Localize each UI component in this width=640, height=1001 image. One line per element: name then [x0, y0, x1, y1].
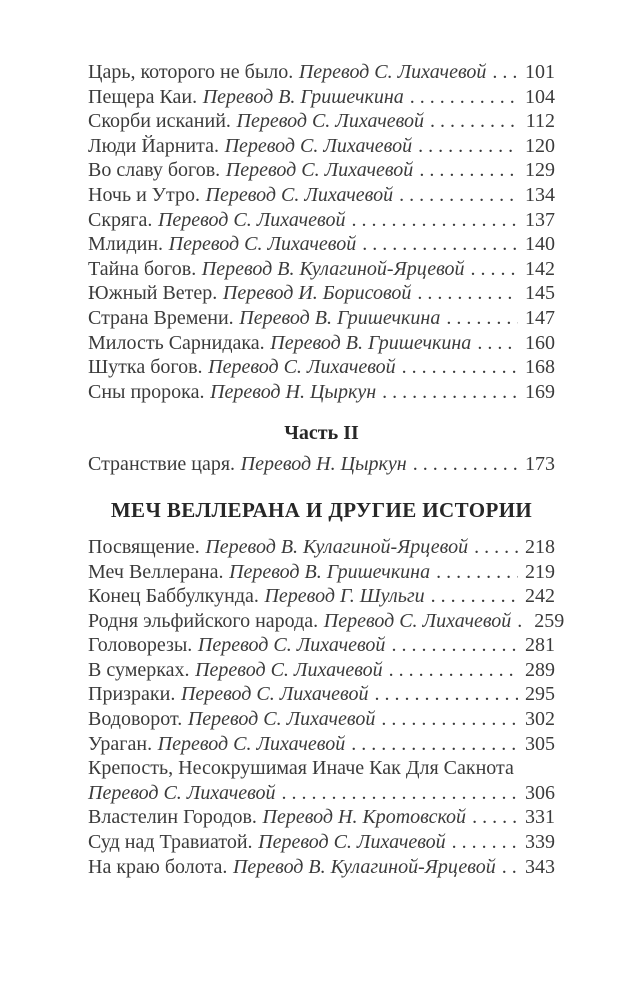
toc-entry — [88, 452, 555, 477]
toc-entry — [88, 584, 555, 609]
toc-entry-row — [88, 109, 555, 134]
dot-leader — [419, 158, 518, 183]
dot-leader — [492, 60, 518, 85]
toc-entry-title: Люди Йарнита. — [88, 134, 219, 157]
toc-entry-page-number: 168 — [525, 356, 555, 379]
dot-leader — [351, 208, 518, 233]
toc-entry-translator: Перевод С. Лихачевой — [157, 732, 346, 755]
toc-entry — [88, 633, 555, 658]
toc-entry-translator: Перевод Н. Кротовской — [262, 806, 467, 829]
toc-entry-page-number: 343 — [525, 855, 555, 878]
dot-leader — [389, 658, 518, 683]
dot-leader — [351, 732, 518, 757]
toc-entry — [88, 535, 555, 560]
toc-entry-page-number: 101 — [525, 61, 555, 83]
toc-entry — [88, 232, 555, 257]
toc-entry-row — [88, 257, 555, 282]
toc-entry-row — [88, 609, 565, 634]
toc-entry-translator: Перевод С. Лихачевой — [88, 781, 276, 804]
toc-entry-page-number: 104 — [525, 85, 555, 108]
toc-entry-title: Головорезы. — [88, 634, 193, 657]
toc-entry-page-number: 173 — [525, 453, 555, 476]
toc-entry-translator: Перевод С. Лихачевой — [168, 233, 357, 256]
toc-entry-row — [88, 306, 555, 331]
toc-entry-title: Скряга. — [88, 208, 153, 231]
toc-entry-title: Млидин. — [88, 233, 164, 256]
dot-leader — [410, 85, 518, 110]
toc-entry-translator: Перевод С. Лихачевой — [205, 183, 394, 206]
toc-entry-title: Тайна богов. — [88, 257, 197, 280]
toc-entry-title: Царь, которого не было. — [88, 61, 294, 83]
toc-entry-translator: Перевод В. Гришечкина — [239, 306, 441, 329]
toc-entry-row — [88, 281, 555, 306]
toc-entry — [88, 707, 555, 732]
toc-entry-title: Странствие царя. — [88, 453, 236, 476]
toc-entry-page-number: 331 — [525, 806, 555, 829]
toc-entry-row — [88, 658, 555, 683]
toc-entry-title: Конец Баббулкунда. — [88, 585, 259, 608]
toc-entry-translator: Перевод Г. Шульги — [264, 585, 425, 608]
toc-entry-translator: Перевод В. Гришечкина — [270, 331, 472, 354]
toc-entry-title: В сумерках. — [88, 658, 190, 681]
toc-entry — [88, 732, 555, 757]
dot-leader — [502, 855, 518, 880]
dot-leader — [282, 781, 518, 806]
dot-leader — [446, 306, 518, 331]
dot-leader — [382, 380, 518, 405]
toc-entry-title: Властелин Городов. — [88, 806, 257, 829]
toc-entry-page-number: 281 — [525, 634, 555, 657]
toc-entry-row — [88, 781, 555, 806]
toc-entry-title: Суд над Травиатой. — [88, 831, 253, 854]
toc-entry-translator: Перевод В. Гришечкина — [229, 560, 431, 583]
dot-leader — [417, 281, 518, 306]
toc-entry-page-number: 289 — [525, 658, 555, 681]
toc-entry-title: Скорби исканий. — [88, 110, 231, 133]
toc-entry-title: Крепость, Несокрушимая Иначе Как Для Сакнота — [88, 757, 514, 780]
toc-entry-row — [88, 85, 555, 110]
dot-leader — [430, 109, 519, 134]
toc-entry-page-number: 145 — [525, 282, 555, 305]
toc-entry-translator: Перевод В. Кулагиной-Ярцевой — [201, 257, 465, 280]
toc-entry-row — [88, 232, 555, 257]
dot-leader — [402, 355, 518, 380]
toc-entry-title: Во славу богов. — [88, 159, 221, 182]
toc-entry-title: Меч Веллерана. — [88, 560, 224, 583]
dot-leader — [517, 609, 527, 634]
toc-entry-translator: Перевод Н. Цыркун — [240, 453, 407, 476]
toc-entry-page-number: 112 — [525, 110, 555, 133]
toc-entry-title: Страна Времени. — [88, 306, 234, 329]
dot-leader — [418, 134, 518, 159]
toc-entry — [88, 756, 555, 805]
toc-entry-title: Сны пророка. — [88, 380, 205, 403]
toc-entry-title: Пещера Каи. — [88, 85, 198, 108]
toc-entry-title: Милость Сарнидака. — [88, 331, 265, 354]
dot-leader — [474, 535, 518, 560]
toc-entry-translator: Перевод С. Лихачевой — [258, 831, 446, 854]
toc-entry-translator: Перевод С. Лихачевой — [197, 634, 386, 657]
toc-entry-translator: Перевод В. Гришечкина — [202, 85, 404, 108]
toc-entry-page-number: 302 — [525, 708, 555, 731]
toc-entry — [88, 830, 555, 855]
toc-entry-page-number: 306 — [525, 781, 555, 804]
toc-entry-translator: Перевод С. Лихачевой — [224, 134, 413, 157]
toc-entry-row — [88, 805, 555, 830]
section-heading: МЕЧ ВЕЛЛЕРАНА И ДРУГИЕ ИСТОРИИ — [110, 497, 533, 522]
part-heading: Часть II — [284, 422, 359, 445]
toc-entry — [88, 306, 555, 331]
toc-entry-page-number: 259 — [534, 609, 565, 632]
toc-entry — [88, 355, 555, 380]
toc-entry — [88, 682, 555, 707]
toc-entry-title: Посвящение. — [88, 535, 200, 558]
toc-entry-translator: Перевод С. Лихачевой — [195, 658, 383, 681]
toc-entry-row — [88, 183, 555, 208]
toc-entry-page-number: 295 — [525, 683, 555, 706]
toc-entry-translator: Перевод С. Лихачевой — [225, 159, 414, 182]
toc-entry — [88, 257, 555, 282]
toc-entry — [88, 183, 555, 208]
toc-entry-title: Призраки. — [88, 683, 176, 706]
dot-leader — [381, 707, 518, 732]
toc-entry-title: На краю болота. — [88, 855, 228, 878]
toc-entry-row — [88, 208, 555, 233]
toc-entry-title: Водоворот. — [88, 708, 183, 731]
toc-entry — [88, 855, 555, 880]
toc-entry-row — [88, 380, 555, 405]
toc-entry-page-number: 339 — [525, 831, 555, 854]
toc-entry-row — [88, 355, 555, 380]
toc-entry-page-number: 140 — [525, 233, 555, 256]
dot-leader — [374, 682, 518, 707]
toc-entry-translator: Перевод С. Лихачевой — [208, 356, 396, 379]
toc-entry-row — [88, 682, 555, 707]
toc-entry-page-number: 120 — [525, 134, 555, 157]
toc-entry-title: Ураган. — [88, 732, 153, 755]
toc-entry-page-number: 242 — [525, 585, 555, 608]
toc-entry-translator: Перевод С. Лихачевой — [298, 61, 487, 83]
toc-entry-row — [88, 535, 555, 560]
dot-leader — [452, 830, 518, 855]
toc-entry-row — [88, 830, 555, 855]
toc-entry-row — [88, 732, 555, 757]
toc-entry — [88, 134, 555, 159]
toc-entry-translator: Перевод Н. Цыркун — [210, 380, 377, 403]
dot-leader — [471, 257, 518, 282]
toc-entry-row — [88, 560, 555, 585]
toc-entry-page-number: 142 — [525, 257, 555, 280]
toc-entry-translator: Перевод В. Кулагиной-Ярцевой — [205, 535, 469, 558]
toc-entry-page-number: 134 — [525, 183, 555, 206]
toc-entry — [88, 109, 555, 134]
toc-entry-title: Южный Ветер. — [88, 282, 218, 305]
toc-entries-block — [88, 535, 565, 879]
dot-leader — [477, 331, 518, 356]
table-of-contents — [88, 60, 565, 879]
toc-entry-page-number: 160 — [525, 331, 555, 354]
toc-entry-page-number: 147 — [525, 306, 555, 329]
toc-entry-page-number: 169 — [525, 380, 555, 403]
toc-entry-translator: Перевод И. Борисовой — [222, 282, 412, 305]
toc-entry-row — [88, 452, 555, 477]
toc-entry-page-number: 218 — [525, 535, 555, 558]
toc-entry — [88, 805, 555, 830]
toc-entry-row — [88, 158, 555, 183]
toc-entry-row — [88, 331, 555, 356]
dot-leader — [362, 232, 518, 257]
toc-entry — [88, 208, 555, 233]
toc-entry — [88, 380, 555, 405]
toc-entry — [88, 158, 555, 183]
toc-entry — [88, 281, 555, 306]
dot-leader — [391, 633, 518, 658]
toc-entry-page-number: 129 — [525, 159, 555, 182]
toc-entry-translator: Перевод В. Кулагиной-Ярцевой — [232, 855, 496, 878]
toc-entry-row — [88, 707, 555, 732]
toc-entry-translator: Перевод С. Лихачевой — [323, 609, 512, 632]
toc-entry-title: Шутка богов. — [88, 356, 203, 379]
toc-entry — [88, 609, 565, 634]
toc-entries-block — [88, 452, 555, 477]
toc-entry — [88, 560, 555, 585]
toc-entry-row — [88, 584, 555, 609]
toc-entry-row — [88, 60, 555, 85]
dot-leader — [436, 560, 518, 585]
dot-leader — [431, 584, 518, 609]
dot-leader — [472, 805, 518, 830]
toc-entry — [88, 331, 555, 356]
toc-entry-translator: Перевод С. Лихачевой — [236, 110, 425, 133]
toc-entry-page-number: 219 — [525, 560, 555, 583]
toc-entry-row — [88, 633, 555, 658]
toc-entry-row — [88, 855, 555, 880]
toc-entries-block — [88, 60, 555, 404]
toc-entry — [88, 658, 555, 683]
dot-leader — [399, 183, 518, 208]
toc-entry-translator: Перевод С. Лихачевой — [187, 708, 376, 731]
toc-entry — [88, 60, 555, 85]
toc-entry-translator: Перевод С. Лихачевой — [157, 208, 346, 231]
toc-entry-title: Ночь и Утро. — [88, 183, 200, 206]
toc-entry-title: Родня эльфийского народа. — [88, 609, 319, 632]
toc-entry-page-number: 137 — [525, 208, 555, 231]
toc-entry — [88, 85, 555, 110]
dot-leader — [413, 452, 518, 477]
toc-entry-page-number: 305 — [525, 732, 555, 755]
toc-entry-translator: Перевод С. Лихачевой — [180, 683, 369, 706]
toc-entry-row — [88, 134, 555, 159]
